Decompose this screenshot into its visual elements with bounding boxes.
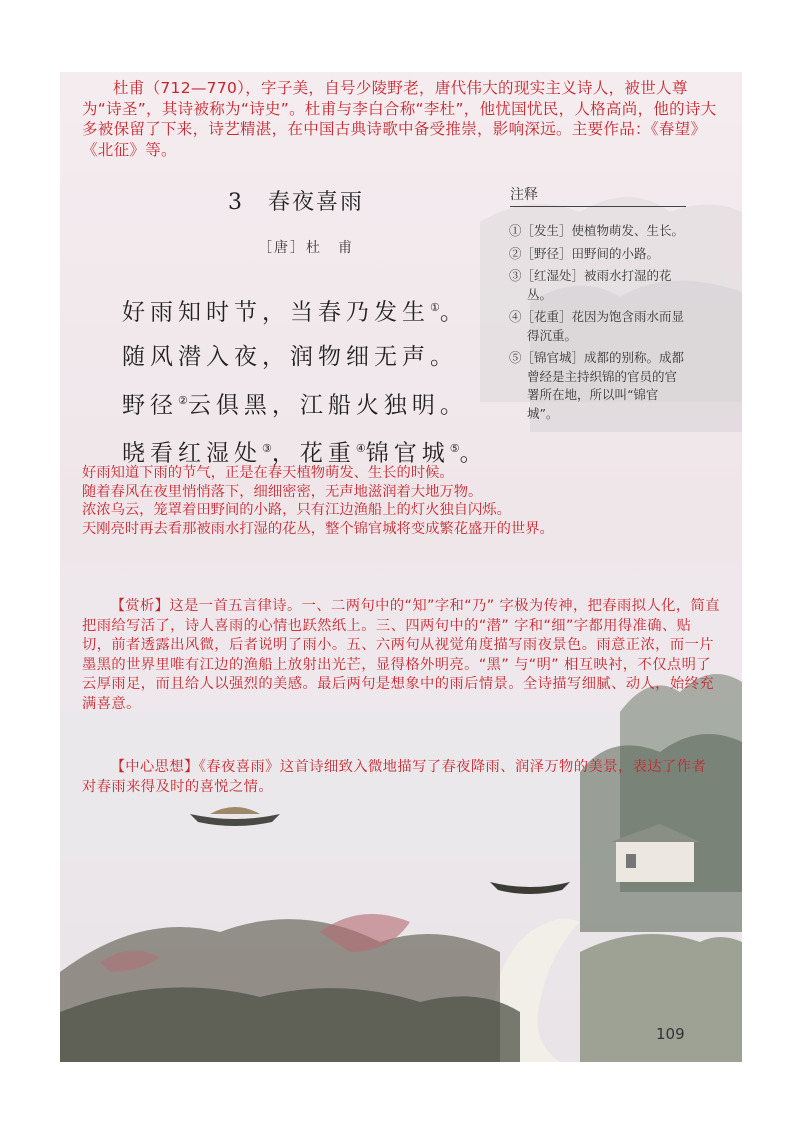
poem-line: 晓看红湿处③，花重④锦官城⑤。	[122, 440, 488, 467]
theme-paragraph: 【中心思想】《春夜喜雨》这首诗细致入微地描写了春夜降雨、润泽万物的美景，表达了作者对春雨来得及时的喜悦之情。	[82, 759, 707, 795]
poem-line: 随风潜入夜，润物细无声。	[122, 343, 458, 370]
translation	[82, 464, 554, 538]
translation-line: 天刚亮时再去看那被雨水打湿的花丛，整个锦官城将变成繁花盛开的世界。	[82, 520, 554, 537]
page-number: 109	[656, 1025, 685, 1043]
notes-heading: 注释	[510, 187, 538, 203]
translation-line: 随着春风在夜里悄悄落下，细细密密，无声地滋润着大地万物。	[82, 483, 483, 500]
note-item: ⑤［锦官城］成都的别称。成都曾经是主持织锦的官员的官署所在地，所以叫“锦官城”。	[509, 350, 685, 421]
translation-line: 浓浓乌云，笼罩着田野间的小路，只有江边渔船上的灯火独自闪烁。	[82, 502, 511, 518]
poem-line: 野径②云俱黑，江船火独明。	[122, 392, 468, 419]
note-item: ①［发生］使植物萌发、生长。	[509, 223, 685, 238]
notes-divider	[510, 206, 686, 207]
poem-line: 好雨知时节，当春乃发生①。	[122, 299, 468, 326]
note-item: ③［红湿处］被雨水打湿的花丛。	[509, 268, 672, 302]
poem-author: ［唐］杜 甫	[258, 240, 354, 256]
analysis-paragraph: 【赏析】这是一首五言律诗。一、二两句中的“知”字和“乃” 字极为传神，把春雨拟人化，简直把雨给写活了，诗人喜雨的心情也跃然纸上。三、四两句中的“潜” 字和“细”字都用得准确、贴切，前者透露出风微，后者说明了雨小。五、六两句从视觉角度描写雨夜景色。雨意正浓，而一片墨黑的世界里唯有江边的渔船上放射出光芒，显得格外明亮。“黑” 与“明” 相互映衬，不仅点明了云厚雨足，而且给人以强烈的美感。最后两句是想象中的雨后情景。全诗描写细腻、动人，始终充满喜意。	[82, 598, 720, 712]
note-item: ②［野径］田野间的小路。	[509, 245, 660, 261]
note-item: ④［花重］花因为饱含雨水而显得沉重。	[509, 309, 685, 343]
note-mark: ②	[178, 393, 188, 407]
note-mark: ④	[355, 442, 366, 456]
poem-body	[122, 286, 488, 476]
notes-list	[509, 222, 689, 427]
ink-landscape-illustration	[60, 72, 742, 1062]
translation-line: 好雨知道下雨的节气，正是在春天植物萌发、生长的时候。	[82, 465, 454, 481]
note-mark: ①	[430, 301, 440, 314]
poem-title: 3 春夜喜雨	[228, 190, 364, 215]
author-bio: 杜甫（712—770），字子美，自号少陵野老，唐代伟大的现实主义诗人，被世人尊为“诗圣”，其诗被称为“诗史”。杜甫与李白合称“李杜”，他忧国忧民，人格高尚，他的诗大多被保留了下来，诗艺精湛，在中国古典诗歌中备受推崇，影响深远。主要作品：《春望》《北征》等。	[82, 79, 717, 159]
note-mark: ③	[262, 442, 272, 456]
textbook-page	[60, 72, 742, 1062]
note-mark: ⑤	[449, 442, 460, 456]
